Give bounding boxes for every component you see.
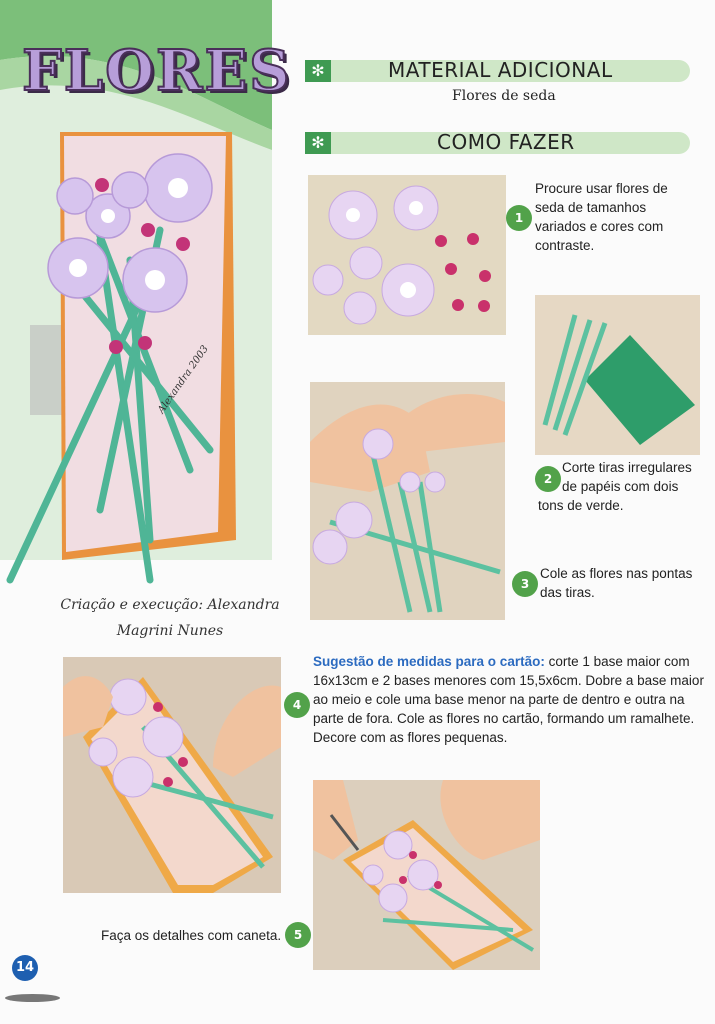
step-2-badge: 2 [535, 466, 561, 492]
step-3-text: Cole as flores nas pontas das tiras. [540, 566, 693, 600]
step-4-badge: 4 [284, 692, 310, 718]
hero-card-photo [0, 120, 272, 600]
step-5-text: Faça os detalhes com caneta. [101, 928, 282, 943]
step-2-text: Corte tiras irregulares de papéis com dois tons de verde. [538, 460, 692, 513]
step1-photo [308, 175, 506, 335]
credit-line-1: Criação e execução: Alexandra [60, 597, 280, 613]
step-1-text: Procure usar flores de seda de tamanhos variados e cores com contraste. [535, 181, 668, 253]
step-3-badge: 3 [512, 571, 538, 597]
suggestion-label: Sugestão de medidas para o cartão: [313, 654, 545, 669]
step5-photo [313, 780, 540, 970]
credit-line-2: Magrini Nunes [116, 623, 224, 639]
step-4-text: Sugestão de medidas para o cartão: corte 1 base maior com 16x13cm e 2 bases menores com 15,5x6cm. Dobre a base maior ao meio e cole uma base menor na parte de dentro e outra na parte de fora. Cole as flores no cartão, formando um ramalhete. Decore com as flores pequenas. [313, 654, 704, 745]
card-signature: Alexandra 2003 [155, 343, 211, 416]
snowflake-icon: ✻ [305, 60, 331, 82]
step-1-badge: 1 [506, 205, 532, 231]
page-number: 14 [12, 955, 38, 981]
howto-heading: COMO FAZER [437, 130, 575, 154]
step-5-badge: 5 [285, 922, 311, 948]
step2-photo [535, 295, 700, 455]
material-item: Flores de seda [452, 88, 556, 104]
step4-photo [63, 657, 281, 893]
page-title: FLORES [22, 38, 292, 104]
step3-photo [310, 382, 505, 620]
snowflake-icon: ✻ [305, 132, 331, 154]
material-heading: MATERIAL ADICIONAL [388, 58, 613, 82]
page-number-shadow [5, 994, 60, 1002]
